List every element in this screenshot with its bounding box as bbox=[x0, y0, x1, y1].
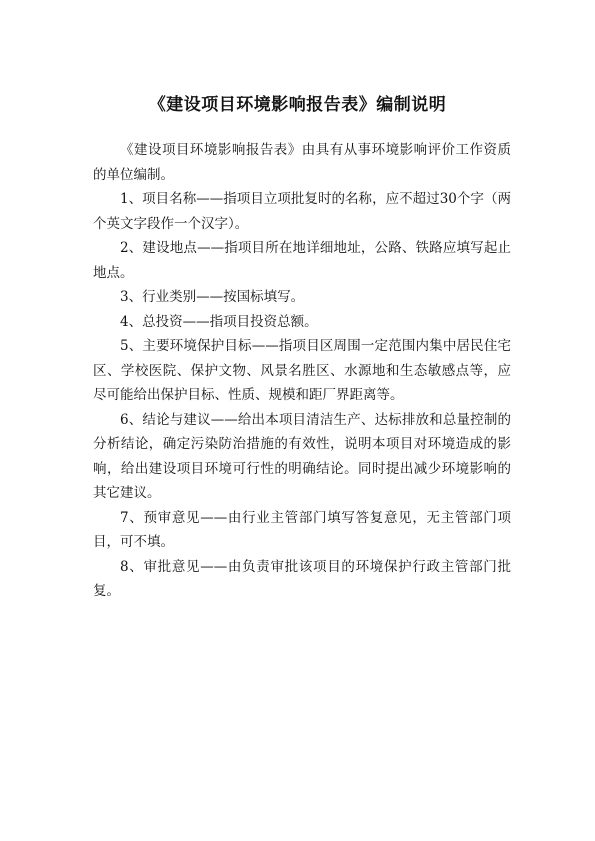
document-title: 《建设项目环境影响报告表》编制说明 bbox=[148, 95, 447, 115]
paragraph-approval: 8、审批意见——由负责审批该项目的环境保护行政主管部门批复。 bbox=[93, 558, 511, 599]
paragraph-total-investment: 4、总投资——指项目投资总额。 bbox=[120, 313, 318, 330]
paragraph-protection-targets: 5、主要环境保护目标——指项目区周围一定范围内集中居民住宅区、学校医院、保护文物、风景名胜区、水源地和生态敏感点等，应尽可能给出保护目标、性质、规模和距厂界距离等。 bbox=[93, 338, 511, 403]
paragraph-construction-site: 2、建设地点——指项目所在地详细地址，公路、铁路应填写起止地点。 bbox=[93, 240, 511, 281]
paragraph-conclusions: 6、结论与建议——给出本项目清洁生产、达标排放和总量控制的分析结论，确定污染防治措施的有效性，说明本项目对环境造成的影响，给出建设项目环境可行性的明确结论。同时提出减少环境影响的其它建议。 bbox=[93, 411, 511, 501]
document-body bbox=[93, 138, 511, 604]
paragraph-industry-category: 3、行业类别——按国标填写。 bbox=[120, 289, 305, 305]
paragraph-intro: 《建设项目环境影响报告表》由具有从事环境影响评价工作资质的单位编制。 bbox=[93, 142, 511, 183]
paragraph-project-name: 1、项目名称——指项目立项批复时的名称，应不超过30个字（两个英文字段作一个汉字）。 bbox=[93, 191, 511, 232]
paragraph-pre-review: 7、预审意见——由行业主管部门填写答复意见，无主管部门项目，可不填。 bbox=[93, 509, 511, 550]
